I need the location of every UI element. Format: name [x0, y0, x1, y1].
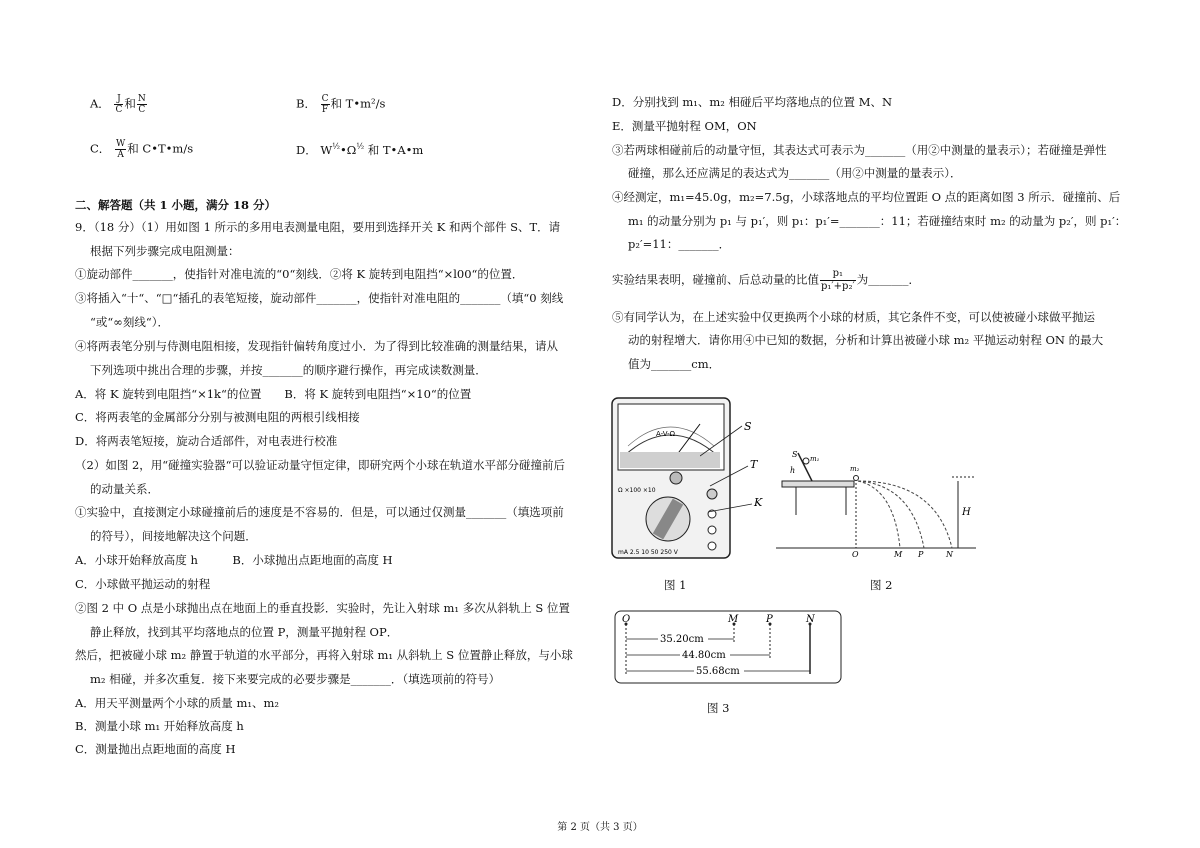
q9-line-4: ③将插入“十“、“□“插孔的表笔短接，旋动部件_______，使指针对准电阻的_______（填“0 刻线 — [75, 291, 564, 305]
figure-3-caption: 图 3 — [707, 701, 730, 715]
figure-2-caption: 图 2 — [870, 578, 893, 592]
fig3-M-label: M — [728, 614, 739, 625]
q9-line-2: 根据下列步骤完成电阻测量： — [90, 244, 240, 258]
q9-line-1: 9．（18 分）（1）用如图 1 所示的多用电表测量电阻，要用到选择开关 K 和两个部件 S、T．请 — [75, 220, 561, 234]
q9-line-14: 的符号），间接地解决这个问题． — [90, 529, 257, 543]
fig2-O-label: O — [852, 550, 859, 559]
q9-line-6: ④将两表笔分别与侍测电阻相接，发现指针偏转角度过小．为了得到比较准确的测量结果，请从 — [75, 339, 558, 353]
q9-line-16: C．小球做平抛运动的射程 — [75, 577, 211, 591]
q9-line-8: A．将 K 旋转到电阻挡“×1k“的位置 B．将 K 旋转到电阻挡“×10“的位置 — [75, 387, 472, 401]
fig1-T-label: T — [750, 458, 758, 471]
q9-line-11: （2）如图 2，用“碰撞实验器“可以验证动量守恒定律，即研究两个小球在轨道水平部分碰撞前后 — [75, 458, 566, 472]
r-line-3: ③若两球相碰前后的动量守恒，其表达式可表示为_______（用②中测量的量表示）；若碰撞是弹性 — [612, 143, 1107, 157]
fig3-P-label: P — [766, 614, 773, 625]
q9-line-3: ①旋动部件_______，使指针对准电流的“0“刻线．②将 K 旋转到电阻挡“×l00“的位置． — [75, 267, 524, 281]
fig2-m2-label: m₂ — [850, 465, 860, 473]
q9-line-21: A．用天平测量两个小球的质量 m₁、m₂ — [75, 696, 279, 710]
fig1-S-label: S — [744, 420, 752, 433]
r-line-8: ⑤有同学认为，在上述实验中仅更换两个小球的材质，其它条件不变，可以使被碰小球做平抛运 — [612, 310, 1095, 324]
fig2-m1-label: m₁ — [810, 455, 820, 463]
option-b-prefix: B． — [296, 96, 316, 111]
q9-line-19: 然后，把被碰小球 m₂ 静置于轨道的水平部分，再将入射球 m₁ 从斜轨上 S 位置静止释放，与小球 — [75, 648, 573, 662]
q9-line-12: 的动量关系． — [90, 482, 159, 496]
r-line-10: 值为_______cm． — [628, 357, 721, 371]
q9-line-23: C．测量抛出点距地面的高度 H — [75, 742, 236, 756]
q9-line-15: A．小球开始释放高度 h B．小球抛出点距地面的高度 H — [75, 553, 393, 567]
r-line-6: m₁ 的动量分别为 p₁ 与 p₁′，则 p₁：p₁′=_______：11；若碰撞结束时 m₂ 的动量为 p₂′，则 p₁′： — [628, 214, 1127, 228]
r-line-5: ④经测定，m₁=45.0g，m₂=7.5g，小球落地点的平均位置距 O 点的距离如图 3 所示．碰撞前、后 — [612, 190, 1121, 204]
r-line-4: 碰撞，那么还应满足的表达式为_______（用②中测量的量表示）． — [628, 166, 962, 180]
figure-1-caption: 图 1 — [664, 578, 687, 592]
option-a-and: 和 — [124, 96, 136, 111]
page-footer: 第 2 页（共 3 页） — [557, 822, 643, 833]
fig2-P-label: P — [918, 550, 924, 559]
r-line-2: E．测量平抛射程 OM，ON — [612, 119, 757, 133]
figure-1-labels — [700, 416, 770, 516]
q9-line-13: ①实验中，直接测定小球碰撞前后的速度是不容易的．但是，可以通过仅测量_______（填选项前 — [75, 505, 564, 519]
q9-line-7: 下列选项中挑出合理的步骤，并按_______的顺序避行操作，再完成读数测量． — [90, 363, 487, 377]
option-c-prefix: C． — [90, 141, 111, 156]
r-line-9: 动的射程增大．请你用④中已知的数据，分析和计算出被碰小球 m₂ 平抛运动射程 ON 的最大 — [628, 333, 1104, 347]
ratio-fraction: $\frac{\text{p₁}}{\text{p₁′+p₂′}}$ — [821, 268, 855, 292]
svg-text:Ω ×100 ×10: Ω ×100 ×10 — [618, 487, 656, 494]
option-a-fraction-1: $\frac{J}{C}$ — [115, 94, 123, 115]
option-a — [90, 94, 148, 115]
r-line-7: p₂′=11：_______． — [628, 237, 731, 251]
svg-text:mA 2.5 10 50 250 V: mA 2.5 10 50 250 V — [618, 549, 678, 556]
option-b-fraction: $\frac{C}{F}$ — [321, 94, 329, 115]
r-line-1: D．分别找到 m₁、m₂ 相碰后平均落地点的位置 M、N — [612, 95, 893, 109]
fig2-S-label: S — [792, 450, 798, 459]
fig2-N-label: N — [946, 550, 953, 559]
option-c-fraction: $\frac{W}{A}$ — [115, 139, 126, 160]
figure-3-distances — [614, 610, 844, 686]
fig3-d1: 35.20cm — [660, 634, 704, 645]
option-a-fraction-2: $\frac{N}{C}$ — [137, 94, 146, 115]
option-d-tail: 和 T•A•m — [367, 142, 424, 157]
q9-line-20: m₂ 相碰，并多次重复．接下来要完成的必要步骤是_______．（填选项前的符号） — [90, 672, 501, 686]
fig3-O-label: O — [622, 614, 631, 625]
ratio-suffix: 为_______． — [856, 272, 920, 287]
fig3-d2: 44.80cm — [682, 650, 726, 661]
fig3-N-label: N — [806, 614, 815, 625]
ratio-prefix: 实验结果表明，碰撞前、后总动量的比值 — [612, 272, 819, 287]
q9-line-22: B．测量小球 m₁ 开始释放高度 h — [75, 719, 244, 733]
option-d — [296, 139, 423, 158]
fig2-h-label: h — [790, 466, 796, 475]
section-title: 二、解答题（共 1 小题，满分 18 分） — [75, 198, 277, 212]
option-c-tail: 和 C•T•m/s — [127, 141, 194, 156]
fig2-M-label: M — [894, 550, 903, 559]
option-a-prefix: A． — [90, 96, 110, 111]
q9-line-10: D．将两表笔短接，旋动合适部件，对电表进行校准 — [75, 434, 338, 448]
figure-2-apparatus — [776, 445, 986, 560]
fig2-H-label: H — [962, 507, 971, 518]
q9-line-18: 静止释放，找到其平均落地点的位置 P，测量平抛射程 OP． — [90, 625, 399, 639]
option-b — [296, 94, 385, 115]
option-d-prefix: D． — [296, 142, 317, 157]
fig3-d3: 55.68cm — [696, 666, 740, 677]
option-c — [90, 139, 193, 160]
q9-line-9: C．将两表笔的金属部分分别与被测电阻的两根引线相接 — [75, 410, 360, 424]
q9-line-5: “或“∞刻线“）． — [90, 315, 169, 329]
fig1-dial-label: A-V-Ω — [656, 430, 676, 438]
fig1-K-label: K — [754, 496, 763, 509]
option-d-expr: $W^{\frac{1}{2}}•\Omega^{\frac{1}{2}}$ — [320, 142, 365, 157]
option-b-tail: 和 T•m²/s — [330, 96, 386, 111]
ratio-line — [612, 268, 920, 293]
q9-line-17: ②图 2 中 O 点是小球抛出点在地面上的垂直投影．实验时，先让入射球 m₁ 多次从斜轨上 S 位置 — [75, 601, 570, 615]
